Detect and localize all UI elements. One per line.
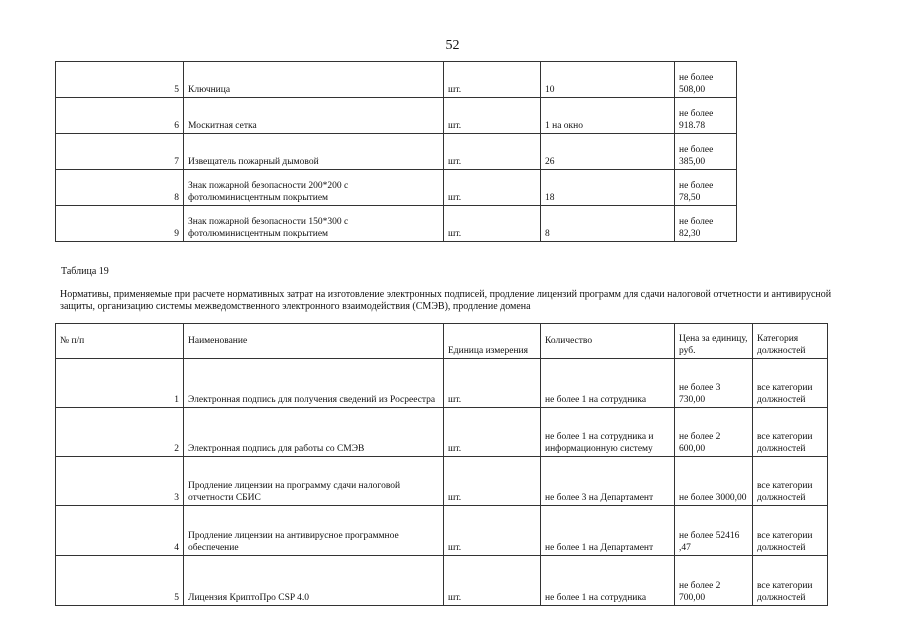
item-name: Лицензия КриптоПро CSP 4.0 <box>184 556 444 606</box>
row-number: 2 <box>56 408 184 457</box>
table-caption: Таблица 19 <box>61 266 109 277</box>
table-row <box>56 457 828 506</box>
table-row <box>56 98 737 134</box>
item-name: Электронная подпись для работы со СМЭВ <box>184 408 444 457</box>
item-quantity: 26 <box>541 134 675 170</box>
item-unit: шт. <box>444 506 541 556</box>
item-quantity: не более 1 на сотрудника <box>541 556 675 606</box>
item-quantity: не более 1 на сотрудника и информационную систему <box>541 408 675 457</box>
item-price: не более 918.78 <box>675 98 737 134</box>
header-unit: Единица измерения <box>444 324 541 359</box>
row-number: 1 <box>56 359 184 408</box>
table-19 <box>55 323 828 606</box>
item-unit: шт. <box>444 98 541 134</box>
item-name: Знак пожарной безопасности 200*200 с фотолюминисцентным покрытием <box>184 170 444 206</box>
table-row <box>56 62 737 98</box>
page-number: 52 <box>445 38 460 53</box>
item-quantity: не более 3 на Департамент <box>541 457 675 506</box>
table-row <box>56 408 828 457</box>
row-number: 6 <box>56 98 184 134</box>
row-number: 3 <box>56 457 184 506</box>
row-number: 5 <box>56 556 184 606</box>
item-unit: шт. <box>444 408 541 457</box>
item-quantity: 8 <box>541 206 675 242</box>
item-category: все категории должностей <box>753 408 828 457</box>
item-category: все категории должностей <box>753 457 828 506</box>
item-price: не более 3000,00 <box>675 457 753 506</box>
item-unit: шт. <box>444 359 541 408</box>
row-number: 9 <box>56 206 184 242</box>
item-category: все категории должностей <box>753 359 828 408</box>
header-quantity: Количество <box>541 324 675 359</box>
item-name: Извещатель пожарный дымовой <box>184 134 444 170</box>
item-unit: шт. <box>444 134 541 170</box>
item-price: не более 3 730,00 <box>675 359 753 408</box>
item-name: Москитная сетка <box>184 98 444 134</box>
item-quantity: 10 <box>541 62 675 98</box>
header-category: Категория должностей <box>753 324 828 359</box>
item-quantity: 18 <box>541 170 675 206</box>
row-number: 8 <box>56 170 184 206</box>
item-quantity: 1 на окно <box>541 98 675 134</box>
row-number: 5 <box>56 62 184 98</box>
item-unit: шт. <box>444 556 541 606</box>
item-unit: шт. <box>444 170 541 206</box>
row-number: 7 <box>56 134 184 170</box>
item-name: Электронная подпись для получения сведений из Росреестра <box>184 359 444 408</box>
table-header-row <box>56 324 828 359</box>
item-name: Продление лицензии на антивирусное программное обеспечение <box>184 506 444 556</box>
header-name: Наименование <box>184 324 444 359</box>
item-name: Ключница <box>184 62 444 98</box>
item-unit: шт. <box>444 457 541 506</box>
table-heading: Нормативы, применяемые при расчете нормативных затрат на изготовление электронных подписей, продление лицензий программ для сдачи налоговой отчетности и антивирусной защиты, организацию системы межведомственного электронного взаимодействия (СМЭВ), продление домена <box>60 289 832 312</box>
table-row <box>56 359 828 408</box>
table-row <box>56 556 828 606</box>
continued-table <box>55 61 737 242</box>
item-name: Продление лицензии на программу сдачи налоговой отчетности СБИС <box>184 457 444 506</box>
item-name: Знак пожарной безопасности 150*300 с фотолюминисцентным покрытием <box>184 206 444 242</box>
table-row <box>56 134 737 170</box>
item-price: не более 2 600,00 <box>675 408 753 457</box>
header-num: № п/п <box>56 324 184 359</box>
item-unit: шт. <box>444 62 541 98</box>
item-price: не более 78,50 <box>675 170 737 206</box>
header-price: Цена за единицу, руб. <box>675 324 753 359</box>
table-row <box>56 206 737 242</box>
item-quantity: не более 1 на сотрудника <box>541 359 675 408</box>
row-number: 4 <box>56 506 184 556</box>
item-unit: шт. <box>444 206 541 242</box>
item-category: все категории должностей <box>753 556 828 606</box>
item-category: все категории должностей <box>753 506 828 556</box>
item-price: не более 52416 ,47 <box>675 506 753 556</box>
item-price: не более 508,00 <box>675 62 737 98</box>
table-row <box>56 170 737 206</box>
item-price: не более 385,00 <box>675 134 737 170</box>
item-quantity: не более 1 на Департамент <box>541 506 675 556</box>
item-price: не более 82,30 <box>675 206 737 242</box>
item-price: не более 2 700,00 <box>675 556 753 606</box>
table-row <box>56 506 828 556</box>
